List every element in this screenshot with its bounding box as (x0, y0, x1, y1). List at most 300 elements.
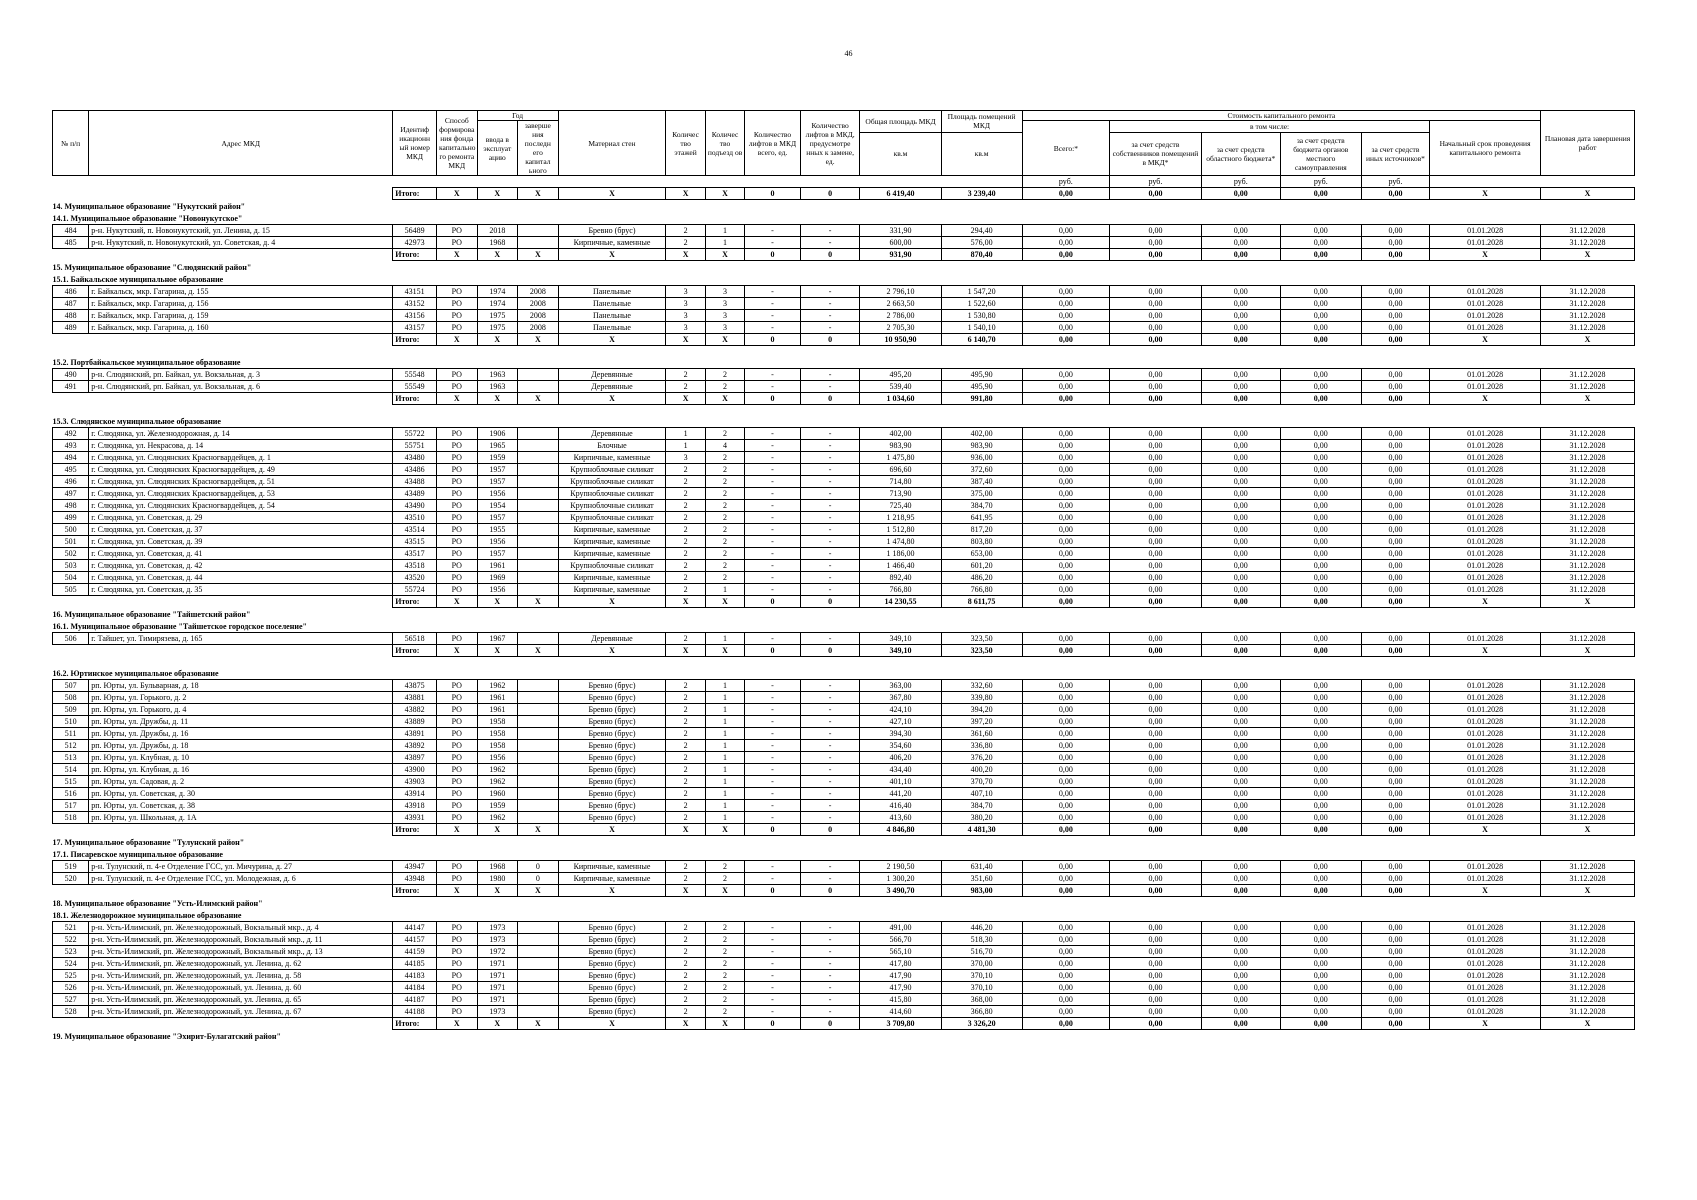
table-cell: 0,00 (1201, 982, 1280, 994)
table-cell (518, 237, 559, 249)
table-cell: 417,90 (860, 970, 941, 982)
section-title: 15.2. Портбайкальское муниципальное образование (52, 357, 241, 367)
table-cell: 1957 (477, 512, 518, 524)
header-cost-other: за счет средств иных источников* (1361, 132, 1429, 175)
table-cell: РО (437, 452, 478, 464)
table-cell: 1969 (477, 572, 518, 584)
table-cell: 0,00 (1022, 572, 1109, 584)
table-cell: X (518, 824, 559, 836)
table-cell: - (800, 958, 860, 970)
table-cell: 402,00 (860, 428, 941, 440)
table-cell: 1 (705, 237, 744, 249)
table-cell: 507 (53, 680, 89, 692)
section-heading (53, 620, 1635, 633)
table-cell (518, 934, 559, 946)
table-cell: 397,20 (941, 716, 1022, 728)
table-cell: 0,00 (1201, 322, 1280, 334)
table-cell: РО (437, 428, 478, 440)
table-cell: 0,00 (1110, 476, 1202, 488)
table-cell: X (1541, 645, 1635, 657)
table-cell: 31.12.2028 (1541, 1006, 1635, 1018)
table-cell: 332,60 (941, 680, 1022, 692)
table-cell: 0,00 (1110, 286, 1202, 298)
table-cell: 495,20 (860, 369, 941, 381)
section-heading (53, 212, 1635, 225)
table-cell: - (745, 548, 800, 560)
table-cell: 2 (705, 500, 744, 512)
table-cell: 0,00 (1361, 716, 1429, 728)
section-title: 17. Муниципальное образование "Тулунский район" (52, 837, 245, 847)
table-cell: 1954 (477, 500, 518, 512)
table-cell: 525 (53, 970, 89, 982)
table-cell: р-н. Нукутский, п. Новонукутский, ул. Советская, д. 4 (89, 237, 393, 249)
table-cell: - (800, 536, 860, 548)
header-address: Адрес МКД (89, 111, 393, 176)
table-cell: 3 (666, 298, 705, 310)
unit-rub: руб. (1361, 176, 1429, 188)
table-cell: - (800, 225, 860, 237)
table-cell: - (800, 512, 860, 524)
table-cell: - (745, 800, 800, 812)
table-cell: 0,00 (1110, 800, 1202, 812)
table-cell: 0,00 (1110, 680, 1202, 692)
table-cell: 2 786,00 (860, 310, 941, 322)
table-cell: 0 (800, 596, 860, 608)
table-cell: 0 (745, 1018, 800, 1030)
table-cell: 0 (745, 249, 800, 261)
table-cell: 44157 (393, 934, 437, 946)
table-cell: Бревно (брус) (558, 934, 666, 946)
table-cell: 0,00 (1201, 560, 1280, 572)
table-cell: 0,00 (1110, 464, 1202, 476)
table-cell: 1971 (477, 970, 518, 982)
table-cell: 0,00 (1280, 381, 1361, 393)
table-cell: 0,00 (1361, 788, 1429, 800)
table-cell: 2 (666, 572, 705, 584)
table-cell: 01.01.2028 (1430, 310, 1541, 322)
table-cell: 0,00 (1201, 188, 1280, 200)
table-cell: 01.01.2028 (1430, 572, 1541, 584)
table-cell: X (437, 249, 478, 261)
table-cell: 0,00 (1280, 369, 1361, 381)
table-cell: 31.12.2028 (1541, 298, 1635, 310)
table-cell: 512 (53, 740, 89, 752)
table-cell: 0,00 (1201, 633, 1280, 645)
table-row (53, 584, 1635, 596)
table-cell: Бревно (брус) (558, 812, 666, 824)
table-cell: - (800, 752, 860, 764)
section-title: 18. Муниципальное образование "Усть-Илимский район" (52, 898, 263, 908)
table-cell: 0,00 (1022, 188, 1109, 200)
table-row (53, 728, 1635, 740)
table-cell: 31.12.2028 (1541, 946, 1635, 958)
table-cell: 0 (518, 861, 559, 873)
unit-rub: руб. (1201, 176, 1280, 188)
table-cell: 31.12.2028 (1541, 740, 1635, 752)
table-cell: 01.01.2028 (1430, 934, 1541, 946)
table-cell: 384,70 (941, 500, 1022, 512)
table-cell: 0,00 (1361, 752, 1429, 764)
table-cell: - (800, 764, 860, 776)
table-cell: 2 (705, 958, 744, 970)
table-cell (518, 381, 559, 393)
table-cell: 0,00 (1022, 970, 1109, 982)
table-cell: 0,00 (1201, 861, 1280, 873)
table-cell: 0,00 (1280, 249, 1361, 261)
table-cell: 01.01.2028 (1430, 428, 1541, 440)
table-cell: 01.01.2028 (1430, 322, 1541, 334)
table-cell: - (745, 716, 800, 728)
table-row (53, 381, 1635, 393)
table-cell: 0,00 (1022, 524, 1109, 536)
table-cell: 2 (666, 692, 705, 704)
table-cell: - (745, 692, 800, 704)
table-cell: 501 (53, 536, 89, 548)
table-cell: X (518, 885, 559, 897)
table-cell: - (800, 560, 860, 572)
table-cell: 0,00 (1110, 596, 1202, 608)
table-cell: Крупноблочные силикат (558, 464, 666, 476)
table-cell: 0,00 (1110, 740, 1202, 752)
table-cell: РО (437, 946, 478, 958)
table-cell (518, 500, 559, 512)
table-cell: 2008 (518, 298, 559, 310)
table-cell: Бревно (брус) (558, 740, 666, 752)
header-cost-all: Всего:* (1022, 121, 1109, 176)
table-cell: рп. Юрты, ул. Дружбы, д. 16 (89, 728, 393, 740)
table-cell: X (666, 645, 705, 657)
table-cell: 511 (53, 728, 89, 740)
total-row (53, 249, 1635, 261)
table-cell: р-н. Слюдянский, рп. Байкал, ул. Вокзальная, д. 3 (89, 369, 393, 381)
table-cell: 31.12.2028 (1541, 452, 1635, 464)
header-year-in: ввода в эксплуат ацию (477, 121, 518, 176)
table-cell: Деревянные (558, 381, 666, 393)
header-cost-owners: за счет средств собственников помещений в МКД* (1110, 132, 1202, 175)
table-cell: - (800, 310, 860, 322)
table-row (53, 922, 1635, 934)
table-cell: 424,10 (860, 704, 941, 716)
table-cell: X (437, 188, 478, 200)
table-cell: 0,00 (1361, 310, 1429, 322)
table-cell: 983,00 (941, 885, 1022, 897)
section-title: 16. Муниципальное образование "Тайшетский район" (52, 609, 251, 619)
table-cell: 0,00 (1022, 452, 1109, 464)
table-cell: 01.01.2028 (1430, 298, 1541, 310)
table-cell: - (745, 633, 800, 645)
table-cell: 0 (745, 885, 800, 897)
table-cell: 492 (53, 428, 89, 440)
table-cell: 0,00 (1361, 488, 1429, 500)
table-cell: 0,00 (1280, 500, 1361, 512)
table-cell: 43480 (393, 452, 437, 464)
table-cell: 0,00 (1280, 970, 1361, 982)
table-cell: 0,00 (1280, 885, 1361, 897)
table-cell: 0,00 (1280, 788, 1361, 800)
table-cell: 1974 (477, 298, 518, 310)
table-cell: 0,00 (1361, 692, 1429, 704)
table-cell: 446,20 (941, 922, 1022, 934)
table-cell: 43156 (393, 310, 437, 322)
table-cell: РО (437, 776, 478, 788)
table-cell: 0 (745, 596, 800, 608)
table-cell: 31.12.2028 (1541, 560, 1635, 572)
header-area-total: Общая площадь МКД (860, 111, 941, 133)
table-cell: 0,00 (1201, 584, 1280, 596)
table-cell: - (745, 680, 800, 692)
table-cell: - (800, 286, 860, 298)
table-cell: 1968 (477, 861, 518, 873)
table-cell: 936,00 (941, 452, 1022, 464)
table-cell: Кирпичные, каменные (558, 524, 666, 536)
table-cell: - (800, 728, 860, 740)
table-cell: 0,00 (1361, 572, 1429, 584)
table-cell: 0,00 (1110, 934, 1202, 946)
table-cell: X (705, 645, 744, 657)
table-cell: 43152 (393, 298, 437, 310)
table-cell: 1 (705, 704, 744, 716)
table-cell: г. Байкальск, мкр. Гагарина, д. 160 (89, 322, 393, 334)
table-cell: X (1430, 393, 1541, 405)
table-cell: 0,00 (1361, 970, 1429, 982)
table-cell: 387,40 (941, 476, 1022, 488)
table-cell: 1971 (477, 982, 518, 994)
table-cell: 0,00 (1361, 512, 1429, 524)
table-cell: 01.01.2028 (1430, 286, 1541, 298)
table-cell: рп. Юрты, ул. Дружбы, д. 18 (89, 740, 393, 752)
table-cell: X (518, 393, 559, 405)
table-cell: X (705, 596, 744, 608)
table-cell: 6 419,40 (860, 188, 941, 200)
table-row (53, 994, 1635, 1006)
table-cell: 2 796,10 (860, 286, 941, 298)
table-cell: 01.01.2028 (1430, 788, 1541, 800)
table-cell: 2 (705, 560, 744, 572)
table-cell: 406,20 (860, 752, 941, 764)
table-cell: - (800, 524, 860, 536)
table-cell: 0,00 (1201, 369, 1280, 381)
table-cell: X (437, 596, 478, 608)
table-cell: - (745, 970, 800, 982)
table-cell: 0,00 (1361, 298, 1429, 310)
table-cell: 3 326,20 (941, 1018, 1022, 1030)
table-cell: Бревно (брус) (558, 764, 666, 776)
section-heading (53, 1030, 1635, 1043)
table-cell (518, 692, 559, 704)
table-cell: - (745, 958, 800, 970)
table-cell: 0,00 (1280, 958, 1361, 970)
table-cell: 367,80 (860, 692, 941, 704)
table-cell: 1967 (477, 633, 518, 645)
section-heading (53, 897, 1635, 910)
table-cell: 01.01.2028 (1430, 970, 1541, 982)
table-cell: 0,00 (1361, 922, 1429, 934)
table-row (53, 764, 1635, 776)
table-cell: 2 (666, 934, 705, 946)
table-cell (518, 1006, 559, 1018)
section-title: 16.1. Муниципальное образование "Тайшетское городское поселение" (52, 621, 307, 631)
table-cell: 31.12.2028 (1541, 464, 1635, 476)
table-cell: 1958 (477, 716, 518, 728)
table-cell: 0,00 (1280, 740, 1361, 752)
table-cell: 0,00 (1110, 752, 1202, 764)
table-cell: 31.12.2028 (1541, 958, 1635, 970)
table-cell (518, 488, 559, 500)
table-cell: X (1541, 596, 1635, 608)
table-cell: 2 (666, 752, 705, 764)
table-cell: 817,20 (941, 524, 1022, 536)
table-cell: 0,00 (1361, 560, 1429, 572)
table-cell: - (800, 452, 860, 464)
table-cell: Кирпичные, каменные (558, 584, 666, 596)
table-cell: РО (437, 800, 478, 812)
table-cell: X (477, 824, 518, 836)
table-cell: 0,00 (1022, 310, 1109, 322)
table-cell: 0,00 (1361, 824, 1429, 836)
table-cell: 2 (666, 776, 705, 788)
table-cell: 725,40 (860, 500, 941, 512)
table-cell: 0,00 (1280, 692, 1361, 704)
table-cell: 0,00 (1201, 249, 1280, 261)
table-cell: 515 (53, 776, 89, 788)
table-cell: 0,00 (1110, 812, 1202, 824)
table-row (53, 548, 1635, 560)
table-cell: 1 (705, 584, 744, 596)
table-cell: РО (437, 572, 478, 584)
table-cell: 0,00 (1110, 188, 1202, 200)
table-cell: 2 (666, 728, 705, 740)
table-row (53, 286, 1635, 298)
table-cell: 0,00 (1022, 861, 1109, 873)
table-cell: 402,00 (941, 428, 1022, 440)
table-cell: 0,00 (1361, 322, 1429, 334)
table-cell: 31.12.2028 (1541, 310, 1635, 322)
table-cell: 43889 (393, 716, 437, 728)
table-cell: 0,00 (1201, 752, 1280, 764)
table-cell: 331,90 (860, 225, 941, 237)
table-cell: 0,00 (1110, 512, 1202, 524)
table-row (53, 740, 1635, 752)
table-cell: р-н. Усть-Илимский, рп. Железнодорожный, ул. Ленина, д. 58 (89, 970, 393, 982)
table-cell: X (705, 334, 744, 346)
table-cell: 0,00 (1110, 524, 1202, 536)
table-cell: 1 474,80 (860, 536, 941, 548)
table-cell: 2 663,50 (860, 298, 941, 310)
header-cost-incl: в том числе: (1110, 121, 1430, 133)
table-cell: 0,00 (1280, 752, 1361, 764)
table-cell: 0,00 (1361, 958, 1429, 970)
table-cell: 0,00 (1110, 428, 1202, 440)
table-cell: 31.12.2028 (1541, 728, 1635, 740)
table-cell: 0,00 (1201, 548, 1280, 560)
table-cell: РО (437, 704, 478, 716)
table-cell: 43881 (393, 692, 437, 704)
table-cell: 370,70 (941, 776, 1022, 788)
header-cost-local: за счет средств бюджета органов местного самоуправления (1280, 132, 1361, 175)
table-cell: 31.12.2028 (1541, 488, 1635, 500)
table-cell: - (800, 1006, 860, 1018)
table-cell: 354,60 (860, 740, 941, 752)
table-cell (518, 958, 559, 970)
table-cell: - (745, 812, 800, 824)
table-cell: 489 (53, 322, 89, 334)
table-cell: 504 (53, 572, 89, 584)
table-cell: 696,60 (860, 464, 941, 476)
table-cell: 522 (53, 934, 89, 946)
table-cell: 484 (53, 225, 89, 237)
table-cell: 31.12.2028 (1541, 861, 1635, 873)
table-cell: 0,00 (1201, 237, 1280, 249)
table-cell: 0 (745, 824, 800, 836)
table-cell: 01.01.2028 (1430, 500, 1541, 512)
table-cell: - (745, 488, 800, 500)
table-cell: 506 (53, 633, 89, 645)
table-cell (518, 764, 559, 776)
table-cell: 0,00 (1361, 885, 1429, 897)
table-cell: 565,10 (860, 946, 941, 958)
table-cell: Кирпичные, каменные (558, 873, 666, 885)
table-cell: 0,00 (1022, 464, 1109, 476)
table-cell: X (558, 393, 666, 405)
table-cell: 0,00 (1110, 776, 1202, 788)
table-cell: - (745, 452, 800, 464)
table-cell: 2008 (518, 286, 559, 298)
table-cell: X (705, 393, 744, 405)
table-cell: 43486 (393, 464, 437, 476)
table-cell: 1958 (477, 740, 518, 752)
table-cell (518, 680, 559, 692)
table-cell: 0,00 (1280, 645, 1361, 657)
header-lifts: Количество лифтов в МКД всего, ед. (745, 111, 800, 176)
table-cell: РО (437, 764, 478, 776)
table-cell: 01.01.2028 (1430, 1006, 1541, 1018)
table-cell: РО (437, 322, 478, 334)
table-cell: 1973 (477, 922, 518, 934)
total-label: Итого: (393, 393, 437, 405)
total-row (53, 596, 1635, 608)
table-cell: 1 (705, 680, 744, 692)
table-cell: - (745, 1006, 800, 1018)
section-title: 14. Муниципальное образование "Нукутский район" (52, 201, 246, 211)
table-cell: 0,00 (1201, 994, 1280, 1006)
table-cell: 0,00 (1280, 1006, 1361, 1018)
table-cell: 641,95 (941, 512, 1022, 524)
table-cell: 31.12.2028 (1541, 572, 1635, 584)
table-cell: 0,00 (1110, 922, 1202, 934)
table-cell (518, 704, 559, 716)
table-cell (53, 393, 393, 405)
table-cell: 43900 (393, 764, 437, 776)
table-cell: 0,00 (1361, 994, 1429, 1006)
table-cell: 0 (745, 188, 800, 200)
section-heading (53, 261, 1635, 274)
table-cell: X (477, 393, 518, 405)
table-cell: 495,90 (941, 369, 1022, 381)
table-cell: - (745, 524, 800, 536)
table-cell: 01.01.2028 (1430, 680, 1541, 692)
table-cell: - (745, 476, 800, 488)
table-cell: 43517 (393, 548, 437, 560)
table-cell: 0,00 (1022, 548, 1109, 560)
table-cell: 01.01.2028 (1430, 369, 1541, 381)
table-cell: X (666, 596, 705, 608)
table-header (53, 111, 1635, 176)
table-cell: 0,00 (1022, 994, 1109, 1006)
table-cell: 0,00 (1201, 873, 1280, 885)
total-row (53, 188, 1635, 200)
table-cell: X (1541, 334, 1635, 346)
table-cell (53, 346, 1635, 357)
